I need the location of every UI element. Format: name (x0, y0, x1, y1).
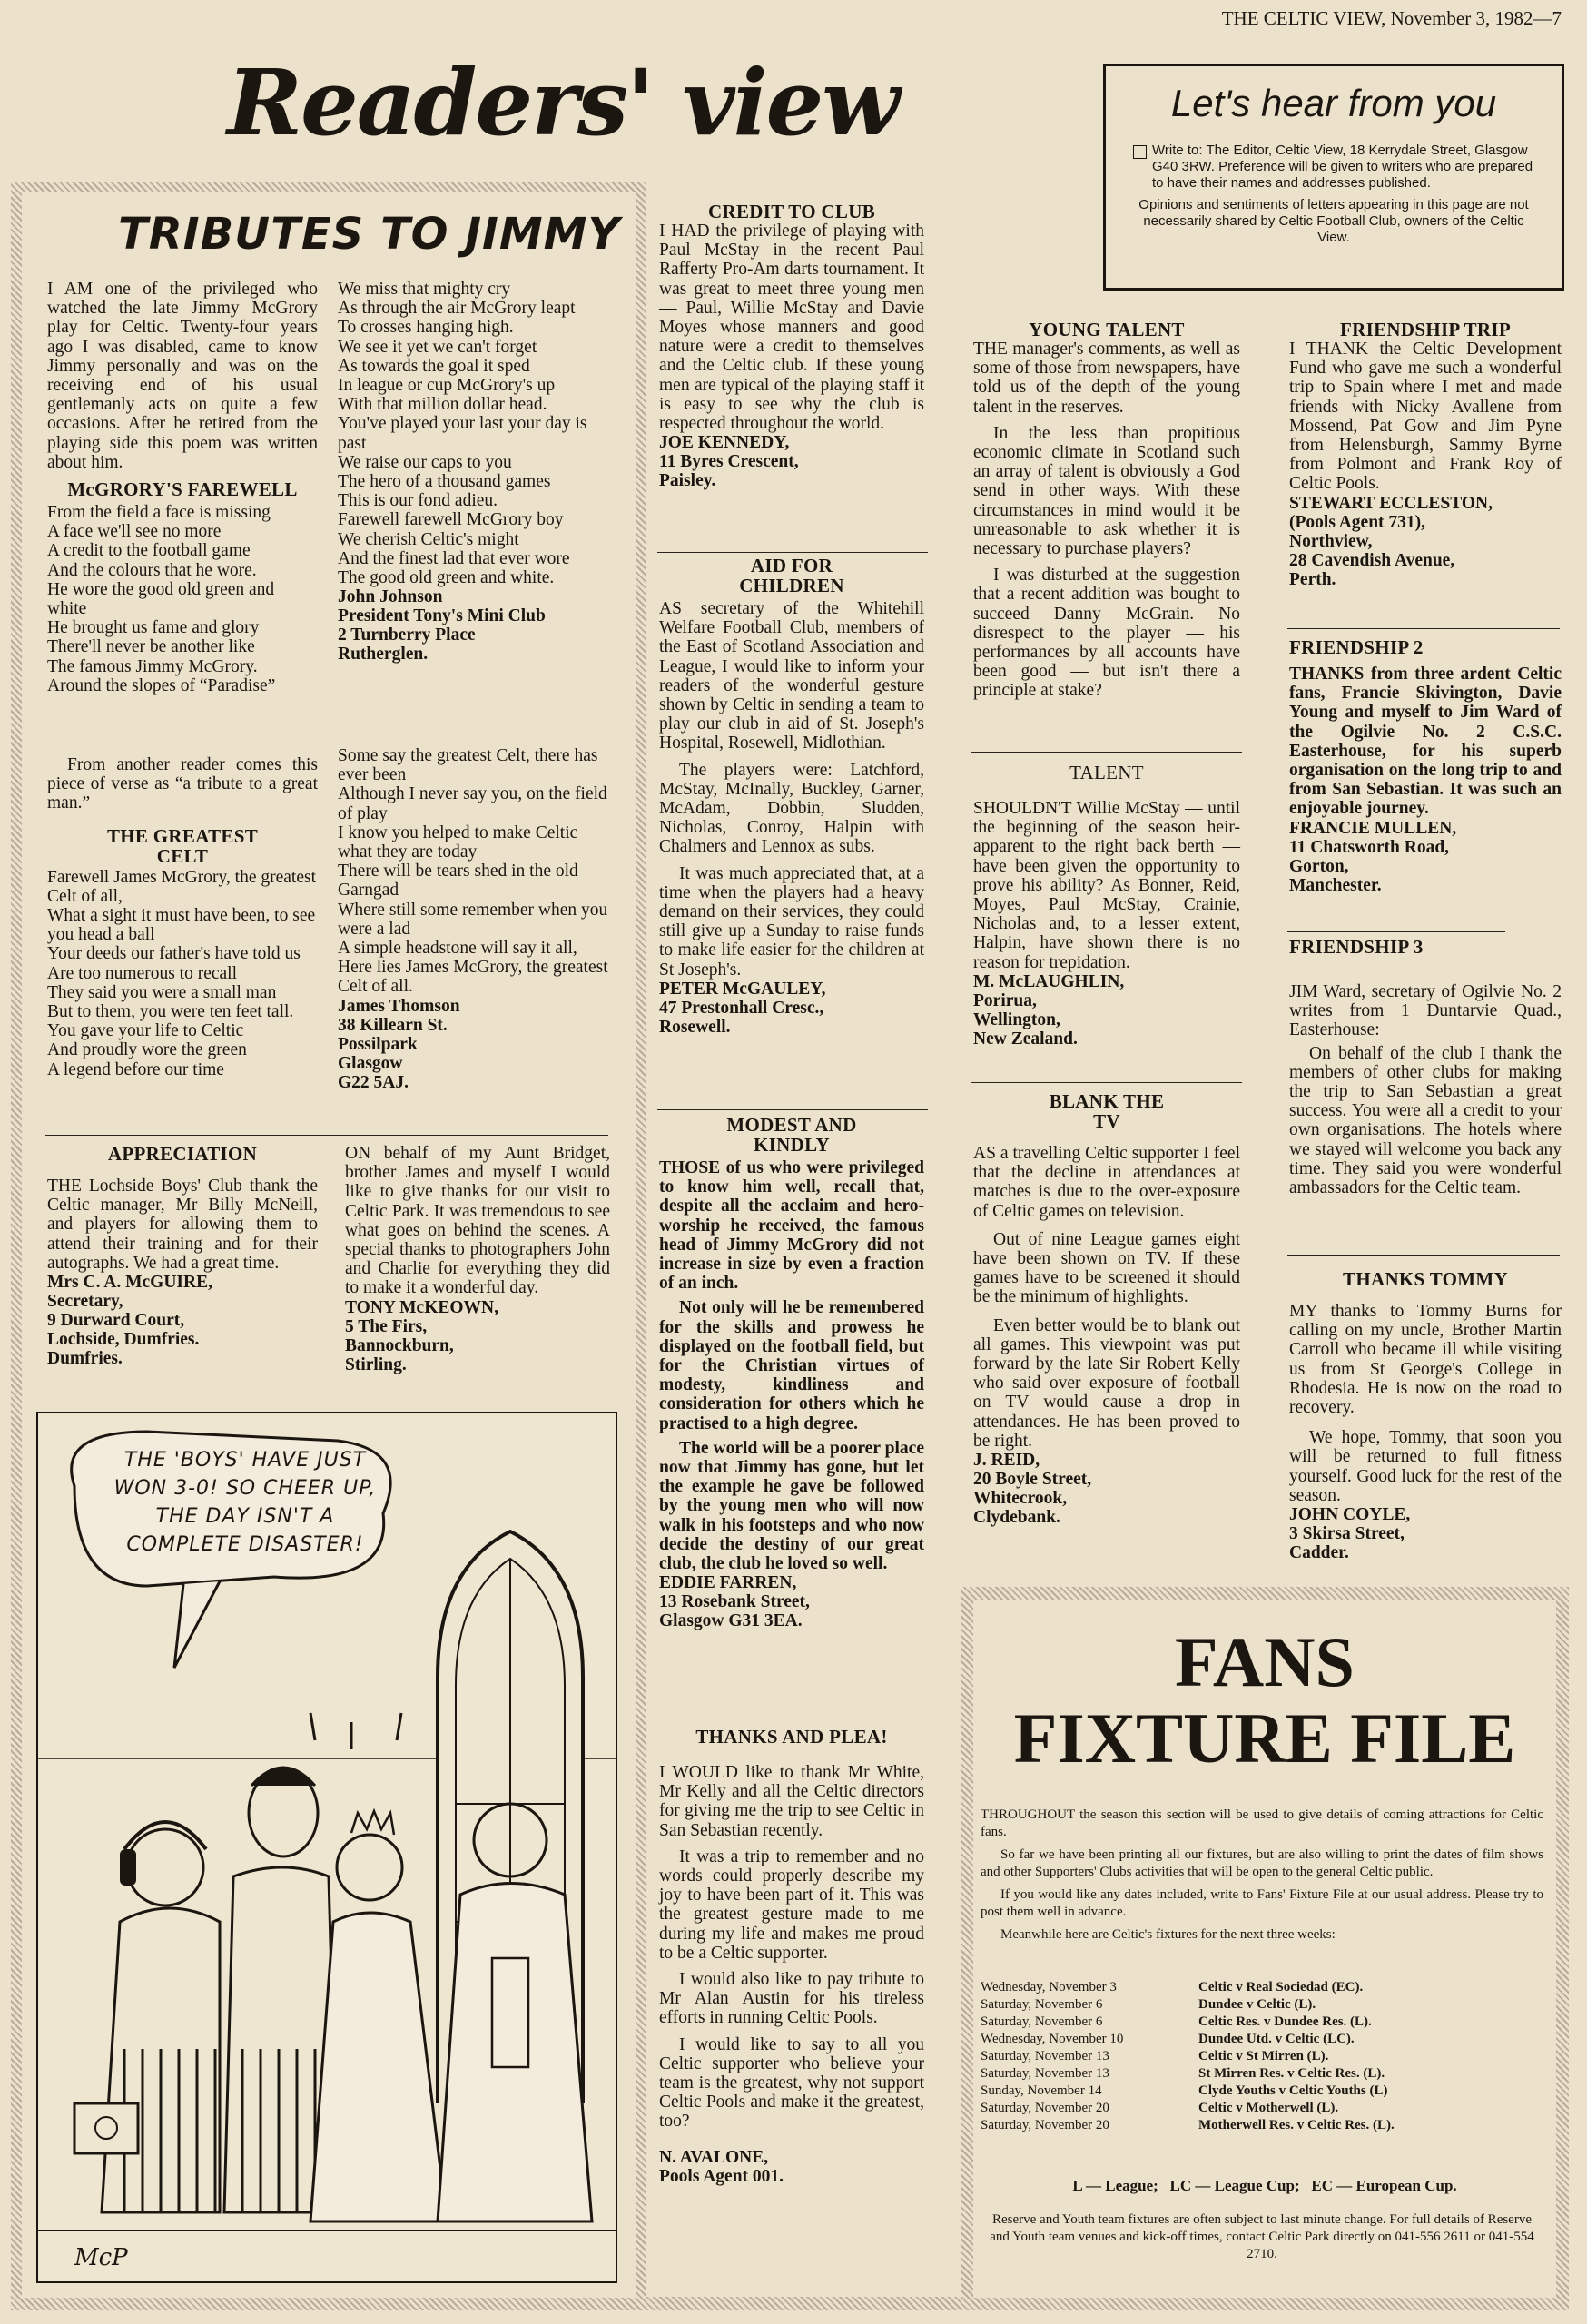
signature-name: James Thomson (338, 996, 460, 1016)
signature-town: Perth. (1289, 569, 1336, 589)
young-talent-p3: I was disturbed at the suggestion that a recent addition was bought to succeed Danny McGrain. No disrespect to the player — his performances by all accounts have been good — but isn't there a principle at stake? (973, 566, 1240, 701)
signature-name: Mrs C. A. McGUIRE, (47, 1273, 212, 1293)
signature-town: Rosewell. (659, 1017, 731, 1037)
thanks-tommy-title: THANKS TOMMY (1343, 1268, 1508, 1290)
friendship3-p2: On behalf of the club I thank the members of other clubs for making the trip to San Sebastian a great success. You were all a credit to your own organisations. The hotels where we stayed will welcome you back any time. They said you were wonderful ambassadors for the Celtic team. (1289, 1043, 1562, 1198)
fixture-match: Clyde Youths v Celtic Youths (L) (1198, 2083, 1388, 2098)
divider (1287, 628, 1560, 629)
fixture-match: Dundee Utd. v Celtic (LC). (1198, 2032, 1355, 2046)
fixture-date: Saturday, November 6 (981, 1997, 1103, 2012)
fixture-date: Saturday, November 13 (981, 2066, 1109, 2081)
signature-name: FRANCIE MULLEN, (1289, 818, 1457, 838)
signature-city: Manchester. (1289, 875, 1382, 895)
signature-name: JOHN COYLE, (1289, 1505, 1411, 1525)
signature-district: Whitecrook, (973, 1489, 1068, 1509)
poem1-verse-continued: We miss that mighty cry As through the air McGrory leapt To crosses hanging high. We see it yet we can't forget As towards the goal it sped In league or cup McGrory's up With that million dollar head. You've played your last your day is past We raise our caps to you The hero of a thousand games This is our fond adieu. Farewell farewell McGrory boy We cherish Celtic's might And the finest lad that ever wore The good old green and white. (338, 280, 587, 588)
friendship-trip-text: I THANK the Celtic Development Fund who gave me such a wonderful trip to Spain where I met and made friends with Nicky Avallene from Mossend, Pat Gow and Jim Pyne from Helensburgh, Sammy Byrne from Polmont and Frank Roy of Celtic Pools. (1289, 340, 1562, 494)
divider (657, 552, 928, 553)
info-box-title: Let's hear from you (1170, 82, 1497, 124)
thanks-plea-p2: It was a trip to remember and no words could properly describe my joy to have been part of it. This was the greatest gesture made to me during my life and makes me proud to be a Celtic supporter. (659, 1846, 924, 1963)
friendship2-title: FRIENDSHIP 2 (1289, 636, 1424, 658)
signature-name: N. AVALONE, (659, 2147, 769, 2167)
signature-house: Northview, (1289, 531, 1373, 551)
tributes-intro-2: From another reader comes this piece of verse as “a tribute to a great man.” (47, 755, 318, 813)
thanks-plea-p3: I would also like to pay tribute to Mr Alan Austin for his tireless efforts in running Celtic Pools. (659, 1970, 924, 2028)
fixture-date: Wednesday, November 10 (981, 2032, 1124, 2046)
appreciation-text: THE Lochside Boys' Club thank the Celtic manager, Mr Billy McNeill, and players for allowing them to attend their training and for their autographs. We had a great time. (47, 1177, 318, 1273)
checkbox-icon (1133, 145, 1147, 159)
blank-tv-p1: AS a travelling Celtic supporter I feel that the decline in attendances at matches is due to the over-exposure of Celtic games on television. (973, 1144, 1240, 1221)
appreciation-text-2: ON behalf of my Aunt Bridget, brother James and myself I would like to give thanks for our visit to Celtic Park. It was tremendous to see what goes on behind the scenes. A special thanks to photographers John and Charlie for everything they did to make it a wonderful day. (345, 1144, 610, 1298)
fixture-match: Motherwell Res. v Celtic Res. (L). (1198, 2118, 1395, 2132)
fixture-match: Dundee v Celtic (L). (1198, 1997, 1316, 2012)
poem1-verse: From the field a face is missing A face we'll see no more A credit to the football game And the colours that he wore. He wore the good old green and white He brought us fame and glory There'll never be another like The famous Jimmy McGrory. Around the slopes of “Paradise” (47, 503, 276, 695)
friendship3-title: FRIENDSHIP 3 (1289, 936, 1424, 958)
poem2-verse: Farewell James McGrory, the greatest Celt of all, What a sight it must have been, to see you head a ball Your deeds our father's have told us Are too numerous to recall They said you were a small man But to them, you were ten feet tall. You gave your life to Celtic And proudly wore the green A legend before our time (47, 867, 317, 1079)
divider (971, 1082, 1242, 1083)
signature-address: 11 Byres Crescent, (659, 452, 799, 472)
signature-title: Pools Agent 001. (659, 2166, 784, 2186)
fixture-file-p4: Meanwhile here are Celtic's fixtures for the next three weeks: (1000, 1927, 1336, 1942)
divider (1287, 1255, 1560, 1256)
fixture-date: Saturday, November 20 (981, 2101, 1109, 2115)
list-item (981, 1979, 1543, 1996)
credit-to-club-text: I HAD the privilege of playing with Paul McStay in the recent Paul Rafferty Pro-Am darts tournament. It was great to meet three young men — Paul, Willie McStay and Davie Moyes whose manners and good nature were a credit to themselves and the Celtic club. If these young men are typical of the playing staff it is easy to see why the club is respected throughout the world. (659, 222, 924, 434)
signature-address: 38 Killearn St. (338, 1015, 448, 1035)
divider (657, 1109, 928, 1110)
friendship2-text: THANKS from three ardent Celtic fans, Francie Skivington, Davie Young and myself to Jim Ward of the Ogilvie No. 2 C.S.C. Easterhouse, for his superb organisation on the long trip to and from San Sebastian. It was such an enjoyable journey. (1289, 665, 1562, 819)
signature-address: 11 Chatsworth Road, (1289, 837, 1450, 857)
signature-town: Cadder. (1289, 1543, 1349, 1563)
signature-name: TONY McKEOWN, (345, 1297, 498, 1317)
cartoon (36, 1412, 617, 2283)
signature-town: Porirua, (973, 990, 1037, 1010)
tributes-title: TRIBUTES TO JIMMY (118, 209, 621, 260)
blank-tv-title: BLANK THE TV (1049, 1090, 1165, 1132)
info-box (1103, 64, 1564, 290)
signature-address: 13 Rosebank Street, (659, 1592, 810, 1612)
young-talent-p1: THE manager's comments, as well as some of those from newspapers, have told us of the depth of the young talent in the reserves. (973, 340, 1240, 417)
fixture-match: Celtic v Real Sociedad (EC). (1198, 1980, 1364, 1994)
fixture-date: Saturday, November 20 (981, 2118, 1109, 2132)
signature-name: STEWART ECCLESTON, (1289, 493, 1493, 513)
fixture-match: St Mirren Res. v Celtic Res. (L). (1198, 2066, 1385, 2081)
signature-name: PETER McGAULEY, (659, 979, 826, 999)
signature-address: 20 Boyle Street, (973, 1470, 1092, 1490)
blank-tv-p2: Out of nine League games eight have been shown on TV. If these games have to be screened it should be the minimum of highlights. (973, 1229, 1240, 1307)
signature-city: Glasgow G31 3EA. (659, 1611, 803, 1631)
signature-city: Wellington, (973, 1009, 1060, 1029)
signature-name: JOE KENNEDY, (659, 433, 790, 453)
signature-district: Gorton, (1289, 856, 1349, 876)
signature-address: 3 Skirsa Street, (1289, 1524, 1405, 1544)
list-item (981, 1996, 1543, 2014)
fixture-file-title-2: FIXTURE FILE (1013, 1699, 1516, 1777)
masthead: THE CELTIC VIEW, November 3, 1982—7 (1221, 7, 1562, 29)
fixture-match: Celtic v St Mirren (L). (1198, 2049, 1329, 2063)
talent-text: SHOULDN'T Willie McStay — until the beginning of the season heir-apparent to the right back berth — have been given the opportunity to prove his ability? As Bonner, Reid, Moyes, Paul McStay, Crainie, Nicholas and, to a lesser extent, Halpin, have shown there is no reason for trepidation. (973, 799, 1240, 972)
aid-for-children-p3: It was much appreciated that, at a time when the players had a heavy demand on their services, they could still give up a Sunday to raise funds to make life easier for the children at St Joseph's. (659, 863, 924, 980)
fixture-file-p1: THROUGHOUT the season this section will be used to give details of coming attractions for Celtic fans. (981, 1807, 1543, 1839)
signature-postcode: G22 5AJ. (338, 1072, 409, 1092)
modest-p3: The world will be a poorer place now that Jimmy has gone, but let the example he gave be followed by the young men who will now walk in his footsteps and who now decide the destiny of our great club, the club he loved so well. (659, 1438, 924, 1574)
young-talent-p2: In the less than propitious economic climate in Scotland such an array of talent is obviously a God send in other ways. With these circumstances in mind would it be unreasonable to ask whether it is necessary to purchase players? (973, 423, 1240, 559)
fixture-match: Celtic v Motherwell (L). (1198, 2101, 1339, 2115)
fixture-date: Saturday, November 13 (981, 2049, 1109, 2063)
thanks-plea-title: THANKS AND PLEA! (695, 1726, 888, 1748)
fixture-footnote: Reserve and Youth team fixtures are often subject to last minute change. For full details of Reserve and Youth team venues and kick-off times, contact Celtic Park directly on 041-556 2611 or 041-554 2710. (990, 2212, 1534, 2261)
signature-town: Bannockburn, (345, 1335, 454, 1355)
thanks-plea-p4: I would like to say to all you Celtic supporter who believe your team is the greatest, why not support Celtic Pools and make it the greatest, too? (659, 2034, 924, 2132)
list-item (981, 2014, 1543, 2031)
list-item (981, 2048, 1543, 2065)
appreciation-title: APPRECIATION (107, 1143, 258, 1165)
fixture-match: Celtic Res. v Dundee Res. (L). (1198, 2014, 1372, 2029)
aid-for-children-p2: The players were: Latchford, McStay, McInally, Buckley, Garner, McAdam, Dobbin, Sludden, Nicholas, Conroy, Halpin with Chalmers and Lennox as subs. (659, 760, 924, 857)
fixture-file-p3: If you would like any dates included, write to Fans' Fixture File at our usual address. Please try to post them well in advance. (981, 1887, 1543, 1919)
signature-name: J. REID, (973, 1451, 1040, 1471)
thanks-tommy-p2: We hope, Tommy, that soon you will be returned to full fitness yourself. Good luck for the rest of the season. (1289, 1428, 1562, 1505)
list-item (981, 2117, 1543, 2134)
signature-city: Dumfries. (47, 1349, 123, 1369)
info-box-disclaimer: Opinions and sentiments of letters appearing in this page are not necessarily shared by Celtic Football Club, owners of the Celtic View. (1138, 197, 1529, 245)
young-talent-title: YOUNG TALENT (1029, 319, 1185, 340)
thanks-plea-p1: I WOULD like to thank Mr White, Mr Kelly and all the Celtic directors for giving me the trip to see Celtic in San Sebastian recently. (659, 1763, 924, 1840)
signature-district: Possilpark (338, 1034, 418, 1054)
list-item (981, 2065, 1543, 2083)
aid-for-children-p1: AS secretary of the Whitehill Welfare Football Club, members of the East of Scotland Association and League, I would like to inform your readers of the wonderful gesture shown by Celtic in sending a team to play our club in aid of St. Joseph's Hospital, Rosewell, Midlothian. (659, 599, 924, 753)
fixture-file-p2: So far we have been printing all our fixtures, but are also willing to print the dates of film shows and other Supporters' Clubs activities that will be open to the general Celtic public. (981, 1847, 1543, 1879)
aid-for-children-title: AID FOR CHILDREN (739, 555, 844, 596)
poem1-title: McGRORY'S FAREWELL (67, 478, 298, 501)
signature-club: President Tony's Mini Club (338, 606, 546, 626)
talent-title: TALENT (1070, 762, 1144, 783)
signature-town: Rutherglen. (338, 645, 429, 665)
poem2-verse-continued: Some say the greatest Celt, there has ever been Although I never say you, on the field of play I know you helped to make Celtic what they are today There will be tears shed in the old Garngad Where still some remember when you were a lad A simple headstone will say it all, Here lies James McGrory, the greatest Celt of all. (338, 746, 608, 997)
modest-title: MODEST AND KINDLY (726, 1114, 857, 1156)
fixture-key: L — League; LC — League Cup; EC — European Cup. (1072, 2177, 1457, 2194)
list-item (981, 2083, 1543, 2100)
divider (971, 752, 1242, 753)
signature-country: New Zealand. (973, 1029, 1078, 1049)
signature-name: John Johnson (338, 587, 443, 607)
signature-address: 28 Cavendish Avenue, (1289, 550, 1455, 570)
signature-title: (Pools Agent 731), (1289, 512, 1426, 532)
cartoon-speech: THE 'BOYS' HAVE JUST WON 3-0! SO CHEER UP, THE DAY ISN'T A COMPLETE DISASTER! (113, 1449, 377, 1556)
list-item (981, 2100, 1543, 2117)
blank-tv-p3: Even better would be to blank out all games. This viewpoint was put forward by the late Sir Robert Kelly who said over exposure of football on TV would cause a drop in attendances. He has been proved to be right. (973, 1315, 1240, 1451)
signature-title: Secretary, (47, 1292, 123, 1312)
list-item (981, 2031, 1543, 2048)
friendship-trip-title: FRIENDSHIP TRIP (1340, 319, 1511, 340)
signature-address: 47 Prestonhall Cresc., (659, 998, 824, 1018)
fixture-list (981, 1979, 1543, 2134)
signature-city: Stirling. (345, 1354, 407, 1374)
divider (1287, 931, 1505, 932)
fixture-date: Sunday, November 14 (981, 2083, 1102, 2098)
signature-name: EDDIE FARREN, (659, 1573, 797, 1593)
signature-town: Paisley. (659, 471, 716, 491)
signature-city: Glasgow (338, 1053, 403, 1073)
poem2-title: THE GREATEST CELT (106, 824, 258, 867)
signature-address: 5 The Firs, (345, 1316, 428, 1336)
tributes-intro: I AM one of the privileged who watched the late Jimmy McGrory play for Celtic. Twenty-four years ago I was disabled, came to know Jimmy personally and was on the receiving end of his usual gentlemanly acts on quite a few occasions. After he retired from the playing side this poem was written about him. (47, 280, 318, 472)
modest-p2: Not only will he be remembered for the skills and prowess he displayed on the football field, but for the Christian virtues of modesty, kindliness and consideration for others which he practised to a high degree. (659, 1298, 924, 1433)
fixture-file-title-1: FANS (1175, 1622, 1355, 1701)
page-title: Readers' view (227, 49, 899, 156)
modest-p1: THOSE of us who were privileged to know him well, recall that, despite all the acclaim and hero-worship he received, the famous head of Jimmy McGrory did not increase in size by even a fraction of an inch. (659, 1158, 924, 1294)
cartoon-signature: McP (74, 2244, 128, 2271)
bottom-strip (646, 2297, 961, 2310)
signature-name: M. McLAUGHLIN, (973, 971, 1125, 991)
info-box-write-to: Write to: The Editor, Celtic View, 18 Kerrydale Street, Glasgow G40 3RW. Preference will be given to writers who are prepared to have their names and addresses published. (1152, 143, 1533, 191)
credit-to-club-title: CREDIT TO CLUB (708, 201, 875, 222)
fixture-date: Saturday, November 6 (981, 2014, 1103, 2029)
signature-address: 9 Durward Court, (47, 1311, 185, 1331)
signature-town: Lochside, Dumfries. (47, 1330, 200, 1350)
fixture-date: Wednesday, November 3 (981, 1980, 1117, 1994)
signature-address: 2 Turnberry Place (338, 625, 476, 645)
friendship3-p1: JIM Ward, secretary of Ogilvie No. 2 writes from 1 Duntarvie Quad., Easterhouse: (1289, 982, 1562, 1040)
thanks-tommy-p1: MY thanks to Tommy Burns for calling on my uncle, Brother Martin Carroll who became ill while visiting us from St George's College in Rhodesia. He is now on the road to recovery. (1289, 1302, 1562, 1418)
divider (45, 1135, 608, 1136)
signature-town: Clydebank. (973, 1508, 1060, 1528)
